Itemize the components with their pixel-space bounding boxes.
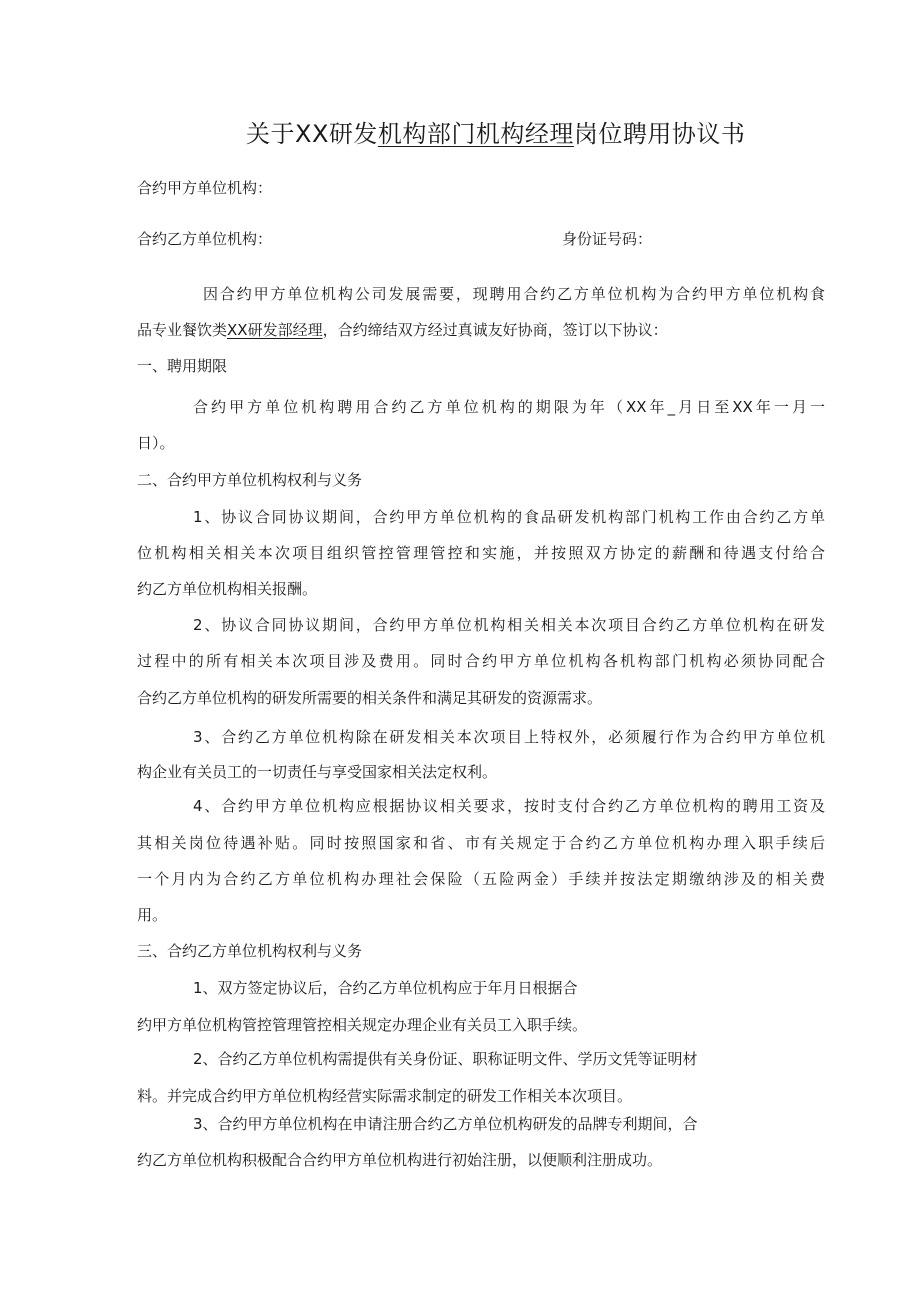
paragraph-line: 1、协议合同协议期间，合约甲方单位机构的食品研发机构部门机构工作由合约乙方单 bbox=[193, 508, 825, 526]
paragraph-line: 约乙方单位机构相关报酬。 bbox=[137, 580, 318, 598]
paragraph-line: 合约甲方单位机构聘用合约乙方单位机构的期限为年（XX年_月日至XX年一月一 bbox=[193, 398, 825, 416]
section-heading: 三、合约乙方单位机构权利与义务 bbox=[137, 942, 363, 960]
paragraph-line: 构企业有关员工的一切责任与享受国家相关法定权利。 bbox=[137, 763, 498, 781]
paragraph-line: 用。 bbox=[137, 906, 168, 924]
paragraph-line: 4、合约甲方单位机构应根据协议相关要求，按时支付合约乙方单位机构的聘用工资及 bbox=[193, 797, 825, 815]
paragraph-line: 其相关岗位待遇补贴。同时按照国家和省、市有关规定于合约乙方单位机构办理入职手续后 bbox=[137, 834, 825, 852]
paragraph-line: 3、合约乙方单位机构除在研发相关本次项目上特权外，必须履行作为合约甲方单位机 bbox=[193, 728, 825, 746]
id-number-label: 身份证号码： bbox=[562, 230, 653, 248]
paragraph-line: 日）。 bbox=[137, 434, 175, 452]
title-prefix: 关于XX研发 bbox=[246, 120, 378, 148]
party-b-label: 合约乙方单位机构： bbox=[137, 230, 273, 248]
party-a-label: 合约甲方单位机构： bbox=[137, 179, 273, 197]
title-underlined: 机构部门机构经理 bbox=[377, 120, 574, 148]
paragraph-line: 1、双方签定协议后，合约乙方单位机构应于年月日根据合 bbox=[193, 979, 578, 997]
paragraph-line: 2、合约乙方单位机构需提供有关身份证、职称证明文件、学历文凭等证明材 bbox=[193, 1050, 698, 1068]
intro-text: 品专业餐饮类 bbox=[137, 321, 228, 339]
section-heading: 二、合约甲方单位机构权利与义务 bbox=[137, 471, 363, 489]
paragraph-line: 约甲方单位机构管控管理管控相关规定办理企业有关员工入职手续。 bbox=[137, 1016, 588, 1034]
section-heading: 一、聘用期限 bbox=[137, 357, 228, 375]
paragraph-line: 3、合约甲方单位机构在申请注册合约乙方单位机构研发的品牌专利期间，合 bbox=[193, 1115, 698, 1133]
paragraph-line: 约乙方单位机构积极配合合约甲方单位机构进行初始注册，以便顺利注册成功。 bbox=[137, 1151, 663, 1169]
paragraph-line: 位机构相关相关本次项目组织管控管理管控和实施，并按照双方协定的薪酬和待遇支付给合 bbox=[137, 544, 825, 562]
intro-text: ，合约缔结双方经过真诚友好协商，签订以下协议： bbox=[322, 321, 668, 339]
paragraph-line: 过程中的所有相关本次项目涉及费用。同时合约甲方单位机构各机构部门机构必须协同配合 bbox=[137, 652, 825, 670]
paragraph-line: 料。并完成合约甲方单位机构经营实际需求制定的研发工作相关本次项目。 bbox=[137, 1087, 633, 1105]
intro-line: 因合约甲方单位机构公司发展需要，现聘用合约乙方单位机构为合约甲方单位机构食 bbox=[203, 285, 825, 303]
position-underlined: XX研发部经理 bbox=[227, 321, 323, 339]
paragraph-line: 2、协议合同协议期间，合约甲方单位机构相关相关本次项目合约乙方单位机构在研发 bbox=[193, 616, 825, 634]
paragraph-line: 合约乙方单位机构的研发所需要的相关条件和满足其研发的资源需求。 bbox=[137, 689, 603, 707]
document-title bbox=[246, 114, 745, 149]
paragraph-line: 一个月内为合约乙方单位机构办理社会保险（五险两金）手续并按法定期缴纳涉及的相关费 bbox=[137, 870, 825, 888]
title-suffix: 岗位聘用协议书 bbox=[573, 120, 746, 148]
intro-line bbox=[137, 320, 668, 340]
